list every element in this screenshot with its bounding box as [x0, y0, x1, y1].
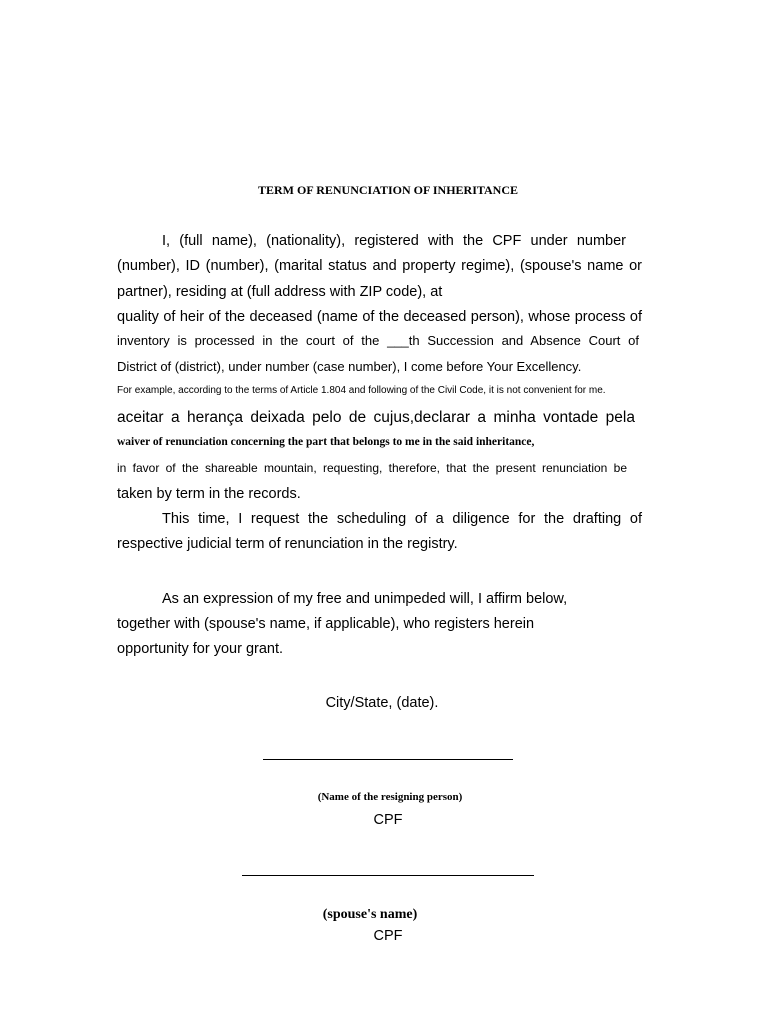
- signature-line-resigning-person: [263, 759, 513, 760]
- paragraph1-line5: inventory is processed in the court of the ___th Succession and Absence Court of: [117, 333, 639, 348]
- paragraph1-line6: District of (district), under number (case number), I come before Your Excellency.: [117, 359, 582, 374]
- paragraph3-line2: together with (spouse's name, if applicable), who registers herein: [117, 616, 535, 632]
- paragraph1-line7: For example, according to the terms of Article 1.804 and following of the Civil Code, it is not convenient for me.: [117, 385, 606, 396]
- paragraph1-line1: I, (full name), (nationality), registered with the CPF under number: [162, 233, 626, 249]
- paragraph2-line1: This time, I request the scheduling of a diligence for the drafting of: [162, 511, 642, 527]
- resigning-person-cpf-label: CPF: [373, 812, 403, 828]
- paragraph1-line11: taken by term in the records.: [117, 486, 301, 502]
- paragraph1-line8: aceitar a herança deixada pelo de cujus,declarar a minha vontade pela: [117, 409, 635, 426]
- signature-line-spouse: [242, 875, 534, 876]
- paragraph1-line3: partner), residing at (full address with ZIP code), at: [117, 284, 443, 300]
- spouse-cpf-label: CPF: [373, 928, 403, 944]
- paragraph1-line9: waiver of renunciation concerning the part that belongs to me in the said inheritance,: [117, 436, 535, 448]
- spouse-name: (spouse's name): [322, 907, 418, 922]
- paragraph1-line4: quality of heir of the deceased (name of the deceased person), whose process of: [117, 309, 642, 325]
- paragraph1-line2: (number), ID (number), (marital status and property regime), (spouse's name or: [117, 258, 642, 274]
- paragraph3-line1: As an expression of my free and unimpeded will, I affirm below,: [162, 591, 568, 607]
- resigning-person-name: (Name of the resigning person): [317, 791, 463, 803]
- paragraph2-line2: respective judicial term of renunciation in the registry.: [117, 536, 458, 552]
- place-date: City/State, (date).: [325, 695, 439, 711]
- document-title: TERM OF RENUNCIATION OF INHERITANCE: [257, 183, 518, 197]
- paragraph3-line3: opportunity for your grant.: [117, 641, 284, 657]
- paragraph1-line10: in favor of the shareable mountain, requesting, therefore, that the present renunciation be: [117, 461, 627, 475]
